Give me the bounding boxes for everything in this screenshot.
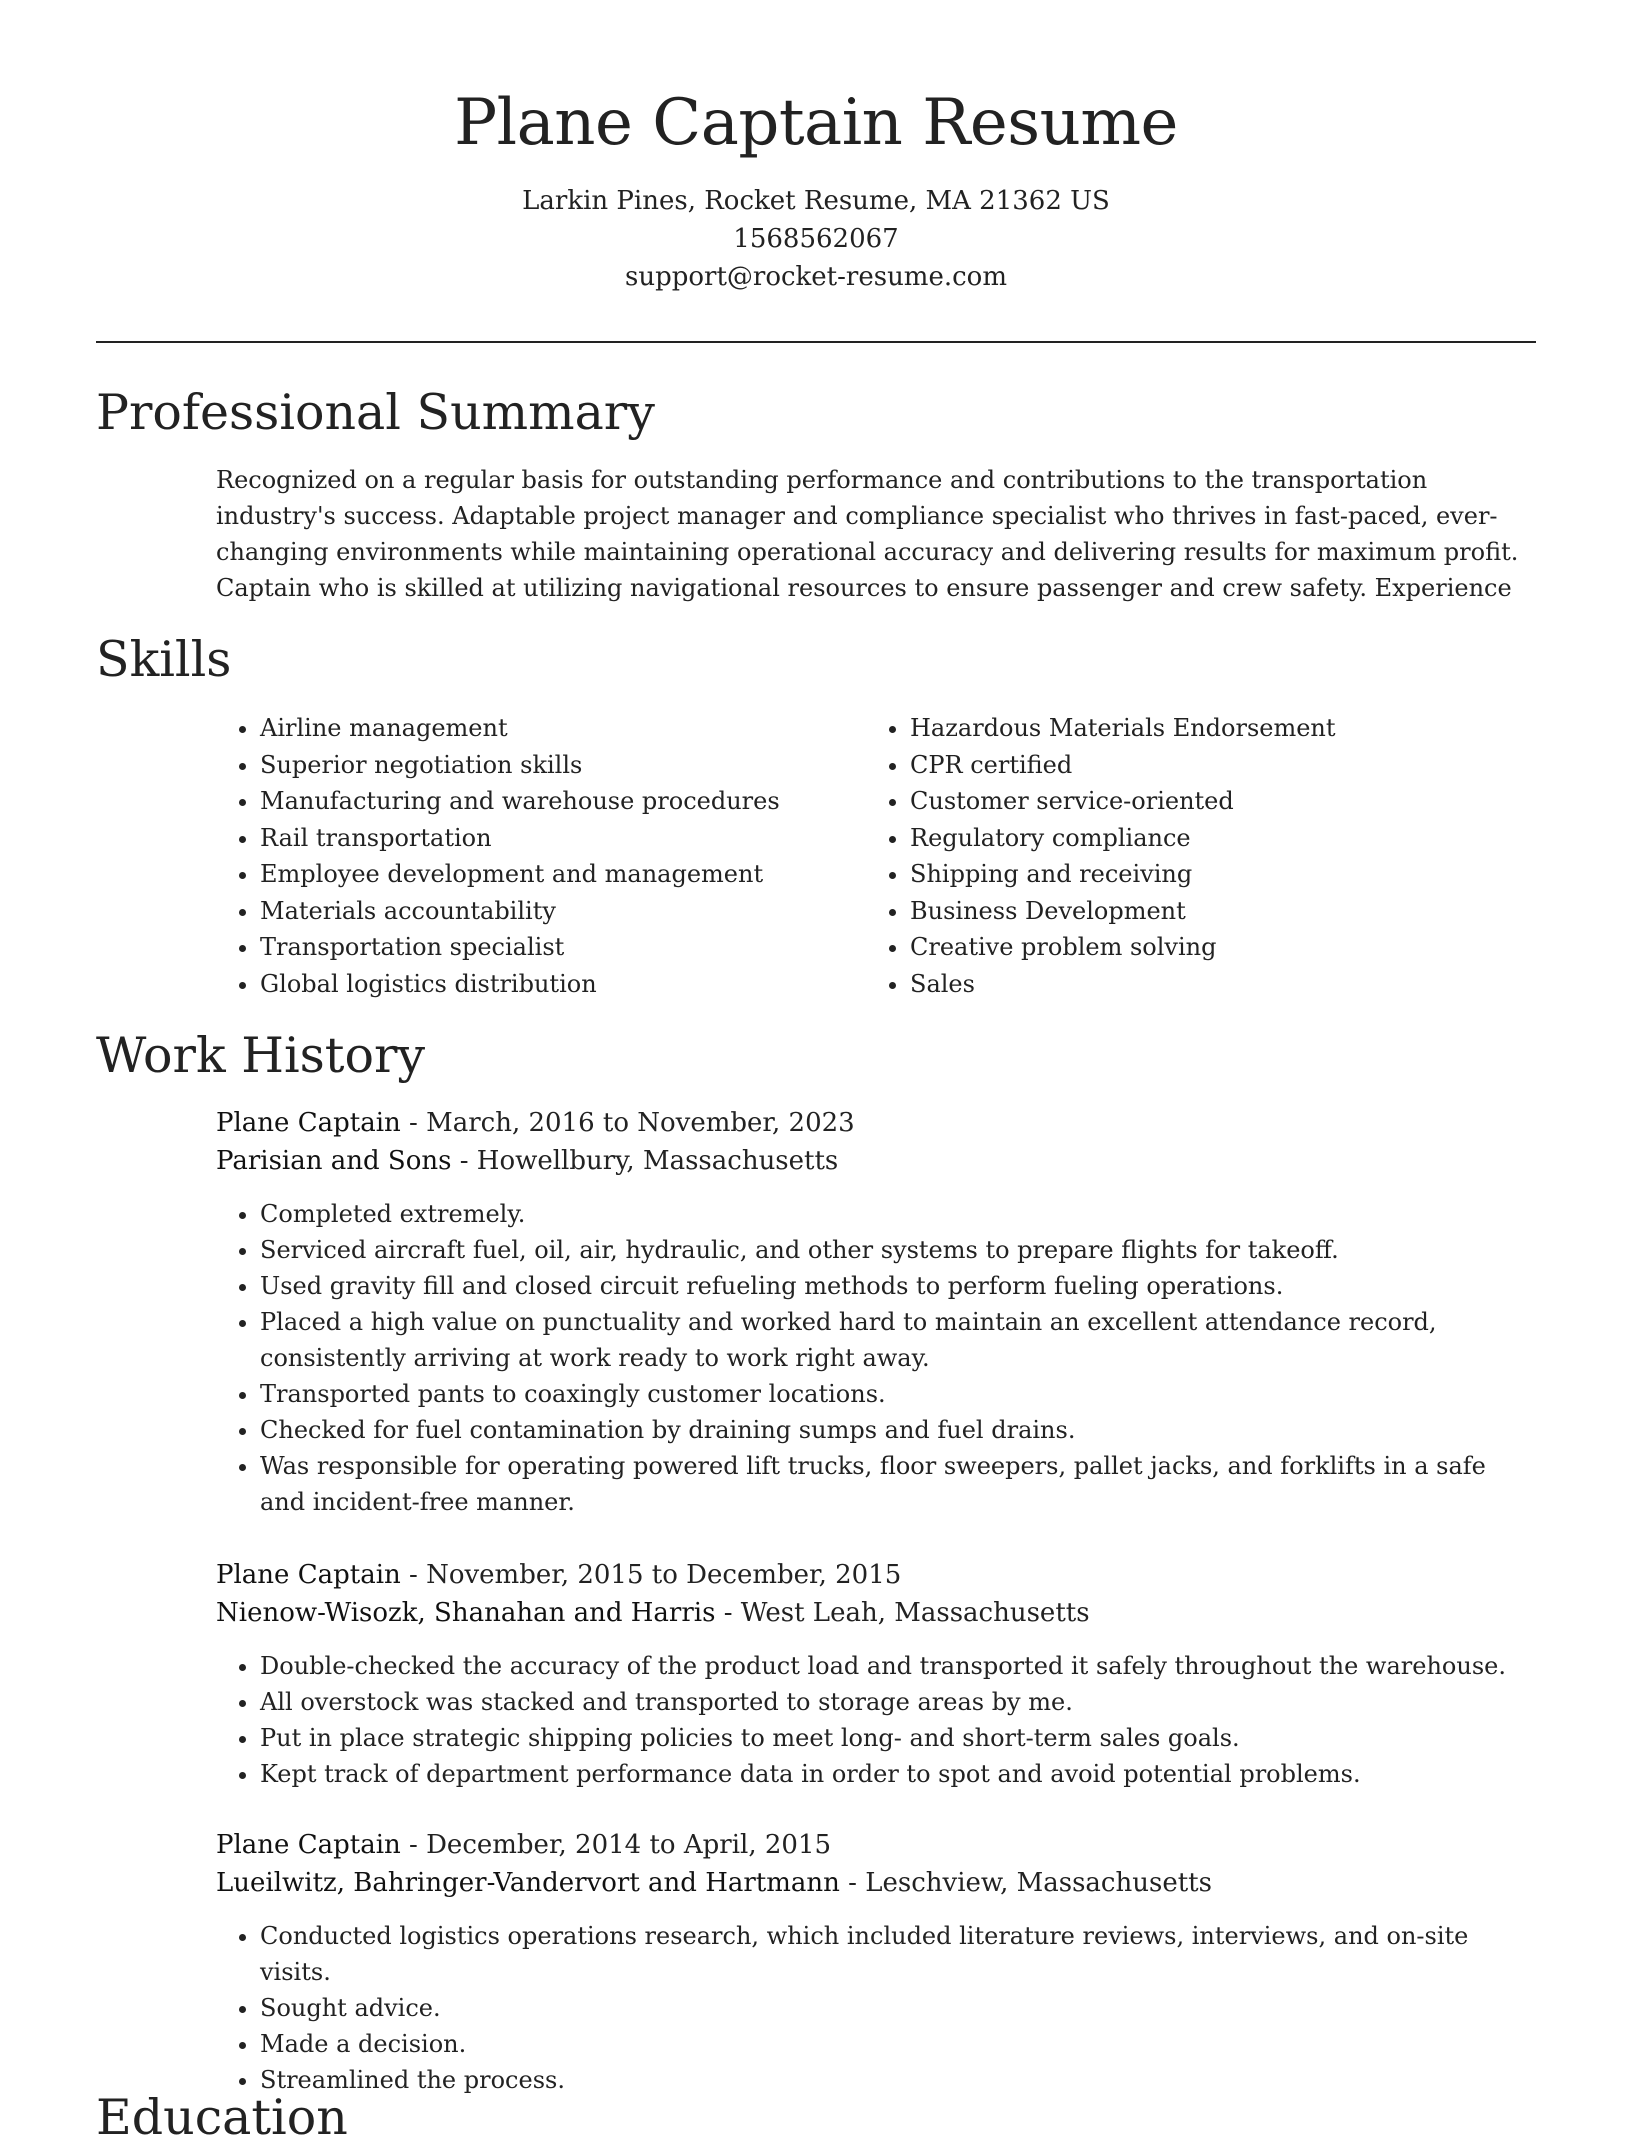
skill-item: • Customer service-oriented	[910, 783, 1550, 820]
skill-item: • Rail transportation	[260, 820, 860, 857]
job-bullet: • Used gravity fill and closed circuit refueling methods to perform fueling operations.	[260, 1268, 1536, 1304]
job-entry	[216, 1556, 1536, 1792]
job-company-line	[216, 1142, 1536, 1180]
skill-item: • Transportation specialist	[260, 929, 860, 966]
job-bullet: • Placed a high value on punctuality and worked hard to maintain an excellent attendance record, consistently arriving at work ready to work right away.	[260, 1304, 1536, 1376]
job-company: Lueilwitz, Bahringer-Vandervort and Hartmann	[216, 1868, 840, 1898]
education-heading: Education	[96, 2089, 348, 2146]
job-bullet: • Made a decision.	[260, 2026, 1536, 2062]
job-location: - West Leah, Massachusetts	[715, 1598, 1090, 1628]
skills-column-left	[216, 710, 860, 1002]
header-divider	[96, 341, 1536, 343]
skill-item: • Shipping and receiving	[910, 856, 1550, 893]
job-bullet: • Transported pants to coaxingly customer locations.	[260, 1376, 1536, 1412]
skill-item: • Airline management	[260, 710, 860, 747]
job-location: - Howellbury, Massachusetts	[451, 1146, 839, 1176]
job-bullet: • Streamlined the process.	[260, 2062, 1536, 2098]
phone-line: 1568562067	[733, 224, 899, 254]
skill-item: • CPR certified	[910, 747, 1550, 784]
skill-item: • Materials accountability	[260, 893, 860, 930]
job-bullet: • Conducted logistics operations research, which included literature reviews, interviews, and on-site visits.	[260, 1918, 1536, 1990]
skill-item: • Creative problem solving	[910, 929, 1550, 966]
job-title-line	[216, 1826, 1536, 1864]
skill-item: • Superior negotiation skills	[260, 747, 860, 784]
job-title-line	[216, 1556, 1536, 1594]
address-line: Larkin Pines, Rocket Resume, MA 21362 US	[522, 186, 1110, 216]
job-dates: - November, 2015 to December, 2015	[400, 1560, 902, 1590]
job-entry	[216, 1104, 1536, 1520]
job-bullet: • Put in place strategic shipping policies to meet long- and short-term sales goals.	[260, 1720, 1536, 1756]
summary-text: Recognized on a regular basis for outstanding performance and contributions to the transportation industry's success. Adaptable project manager and compliance specialist who thrives in fast-paced, ever-changing environments while maintaining operational accuracy and delivering results for maximum profit. Captain who is skilled at utilizing navigational resources to ensure passenger and crew safety. Experience	[216, 466, 1519, 602]
skill-item: • Business Development	[910, 893, 1550, 930]
job-bullet: • Kept track of department performance data in order to spot and avoid potential problems.	[260, 1756, 1536, 1792]
job-title: Plane Captain	[216, 1830, 401, 1860]
job-company: Parisian and Sons	[216, 1146, 452, 1176]
work-history-heading: Work History	[96, 1027, 426, 1084]
skill-item: • Sales	[910, 966, 1550, 1003]
email-line: support@rocket-resume.com	[624, 262, 1007, 292]
skill-item: • Hazardous Materials Endorsement	[910, 710, 1550, 747]
job-entry	[216, 1826, 1536, 2098]
job-bullet: • Serviced aircraft fuel, oil, air, hydraulic, and other systems to prepare flights for takeoff.	[260, 1232, 1536, 1268]
job-bullets	[216, 1648, 1536, 1792]
job-title: Plane Captain	[216, 1560, 401, 1590]
resume-header	[96, 78, 1536, 296]
job-bullet: • Completed extremely.	[260, 1196, 1536, 1232]
job-dates: - December, 2014 to April, 2015	[400, 1830, 832, 1860]
page-title: Plane Captain Resume	[454, 86, 1178, 160]
job-company: Nienow-Wisozk, Shanahan and Harris	[216, 1598, 716, 1628]
job-bullet: • Was responsible for operating powered lift trucks, floor sweepers, pallet jacks, and forklifts in a safe and incident-free manner.	[260, 1448, 1536, 1520]
job-bullet: • Checked for fuel contamination by draining sumps and fuel drains.	[260, 1412, 1536, 1448]
job-bullets	[216, 1196, 1536, 1520]
job-location: - Leschview, Massachusetts	[839, 1868, 1212, 1898]
skill-item: • Manufacturing and warehouse procedures	[260, 783, 860, 820]
job-dates: - March, 2016 to November, 2023	[400, 1108, 855, 1138]
skill-item: • Employee development and management	[260, 856, 860, 893]
skill-item: • Global logistics distribution	[260, 966, 860, 1003]
skill-item: • Regulatory compliance	[910, 820, 1550, 857]
job-company-line	[216, 1594, 1536, 1632]
job-company-line	[216, 1864, 1536, 1902]
job-bullets	[216, 1918, 1536, 2098]
job-bullet: • Double-checked the accuracy of the product load and transported it safely throughout the warehouse.	[260, 1648, 1536, 1684]
job-title: Plane Captain	[216, 1108, 401, 1138]
job-title-line	[216, 1104, 1536, 1142]
job-bullet: • All overstock was stacked and transported to storage areas by me.	[260, 1684, 1536, 1720]
skills-heading: Skills	[96, 631, 232, 688]
summary-heading: Professional Summary	[96, 384, 655, 441]
skills-column-right	[866, 710, 1550, 1002]
job-bullet: • Sought advice.	[260, 1990, 1536, 2026]
